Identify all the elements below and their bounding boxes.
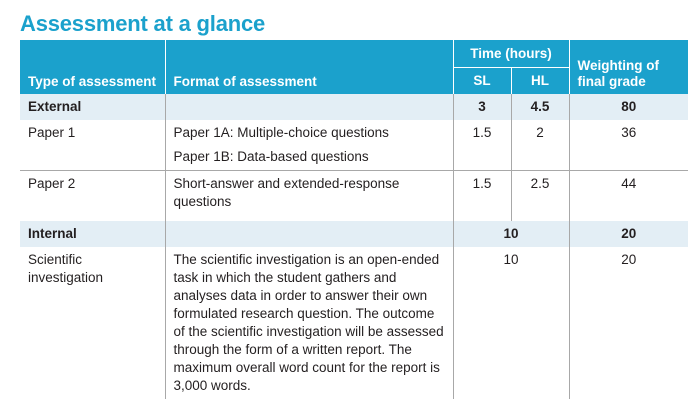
header-time: Time (hours) xyxy=(453,40,569,68)
scientific-weight: 20 xyxy=(569,247,688,399)
scientific-format: The scientific investigation is an open-ended task in which the student gathers and analyses data in order to answer their own formulated research question. The outcome of the scientific investigation will be assessed through the form of a written report. The maximum overall word count for the report is 3,000 words. xyxy=(165,247,453,399)
paper2-label: Paper 2 xyxy=(20,171,165,222)
external-label: External xyxy=(20,94,165,120)
paper1-weight: 36 xyxy=(569,120,688,171)
paper1-label: Paper 1 xyxy=(20,120,165,171)
table-row-external xyxy=(20,94,688,120)
external-sl: 3 xyxy=(453,94,511,120)
assessment-table xyxy=(20,40,688,399)
internal-format xyxy=(165,221,453,247)
table-row-paper1 xyxy=(20,120,688,171)
external-format xyxy=(165,94,453,120)
table-row-internal xyxy=(20,221,688,247)
external-weight: 80 xyxy=(569,94,688,120)
header-weighting: Weighting of final grade xyxy=(569,40,688,94)
paper1-format xyxy=(165,120,453,171)
table-row-scientific xyxy=(20,247,688,399)
scientific-time: 10 xyxy=(453,247,569,399)
header-hl: HL xyxy=(511,68,569,95)
scientific-label: Scientific investigation xyxy=(20,247,165,399)
paper2-format: Short-answer and extended-response questions xyxy=(165,171,453,222)
page xyxy=(20,8,688,399)
table-row-paper2 xyxy=(20,171,688,222)
header-format: Format of assessment xyxy=(165,40,453,94)
page-title: Assessment at a glance xyxy=(20,11,266,36)
paper1-format-a: Paper 1A: Multiple-choice questions xyxy=(173,125,389,140)
paper2-sl: 1.5 xyxy=(453,171,511,222)
paper2-hl: 2.5 xyxy=(511,171,569,222)
header-row-top xyxy=(20,40,688,68)
paper1-format-b: Paper 1B: Data-based questions xyxy=(173,149,369,164)
internal-label: Internal xyxy=(20,221,165,247)
paper2-weight: 44 xyxy=(569,171,688,222)
paper1-sl: 1.5 xyxy=(453,120,511,171)
internal-weight: 20 xyxy=(569,221,688,247)
external-hl: 4.5 xyxy=(511,94,569,120)
header-sl: SL xyxy=(453,68,511,95)
internal-time: 10 xyxy=(453,221,569,247)
paper1-hl: 2 xyxy=(511,120,569,171)
header-type: Type of assessment xyxy=(20,40,165,94)
